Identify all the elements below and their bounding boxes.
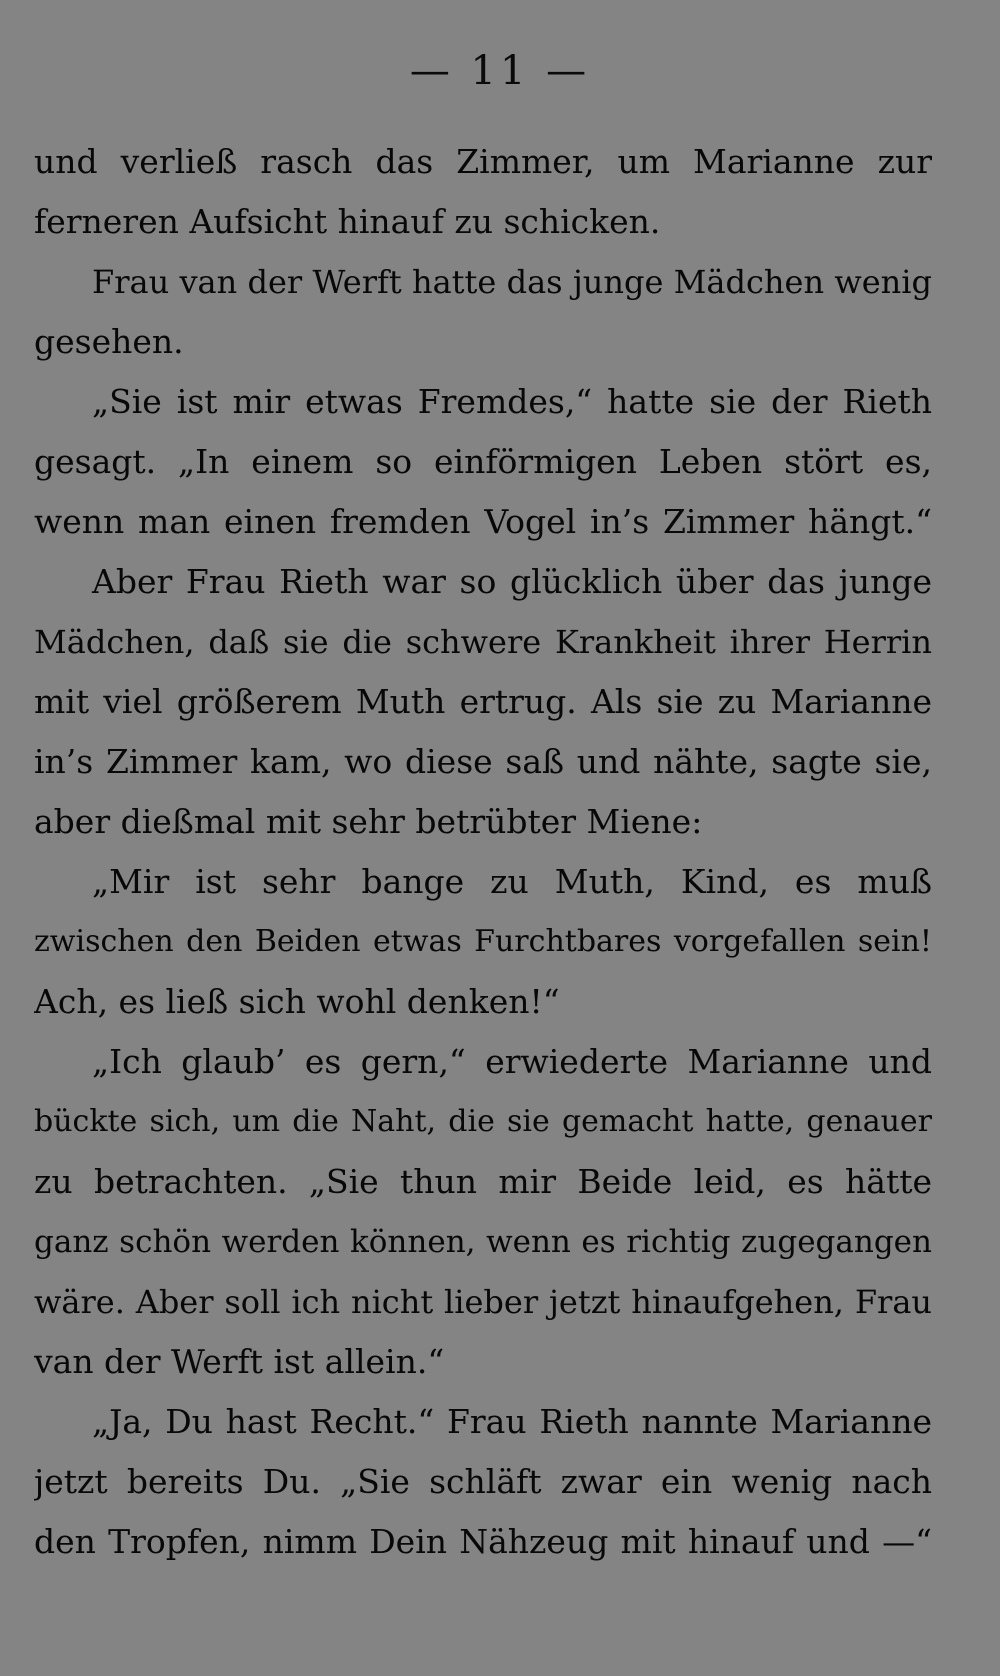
text-line: Ach, es ließ sich wohl denken!“ [34,982,560,1021]
text-line: wäre. Aber soll ich nicht lieber jetzt hinaufgehen, Frau [34,1283,932,1321]
text-line: Mädchen, daß sie die schwere Krankheit ihrer Herrin [34,623,932,661]
text-line: „Mir ist sehr bange zu Muth, Kind, es muß [92,862,932,901]
text-line: zu betrachten. „Sie thun mir Beide leid, es hätte [34,1162,932,1201]
text-line: wenn man einen fremden Vogel in’s Zimmer hängt.“ [34,502,932,541]
text-line: mit viel größerem Muth ertrug. Als sie zu Marianne [34,682,932,721]
text-line: und verließ rasch das Zimmer, um Marianne zur [34,142,932,181]
text-line: Aber Frau Rieth war so glücklich über das junge [92,562,932,601]
text-line: ganz schön werden können, wenn es richtig zugegangen [34,1224,932,1260]
text-line: „Ich glaub’ es gern,“ erwiederte Marianne und [92,1042,932,1081]
text-line: den Tropfen, nimm Dein Nähzeug mit hinauf und —“ [34,1522,932,1561]
text-line: gesagt. „In einem so einförmigen Leben stört es, [34,442,932,481]
text-line: van der Werft ist allein.“ [34,1342,445,1381]
page-number: — 11 — [409,48,591,94]
body-text [34,132,932,1572]
text-line: „Sie ist mir etwas Fremdes,“ hatte sie der Rieth [92,382,932,421]
text-line: aber dießmal mit sehr betrübter Miene: [34,802,703,841]
text-line: zwischen den Beiden etwas Furchtbares vorgefallen sein! [34,924,932,959]
text-line: in’s Zimmer kam, wo diese saß und nähte, sagte sie, [34,742,932,781]
text-line: Frau van der Werft hatte das junge Mädchen wenig [92,263,932,301]
text-line: jetzt bereits Du. „Sie schläft zwar ein wenig nach [34,1462,932,1501]
text-line: „Ja, Du hast Recht.“ Frau Rieth nannte Marianne [92,1402,932,1441]
text-line: ferneren Aufsicht hinauf zu schicken. [34,202,661,241]
text-line: bückte sich, um die Naht, die sie gemacht hatte, genauer [34,1104,932,1139]
text-line: gesehen. [34,322,184,361]
